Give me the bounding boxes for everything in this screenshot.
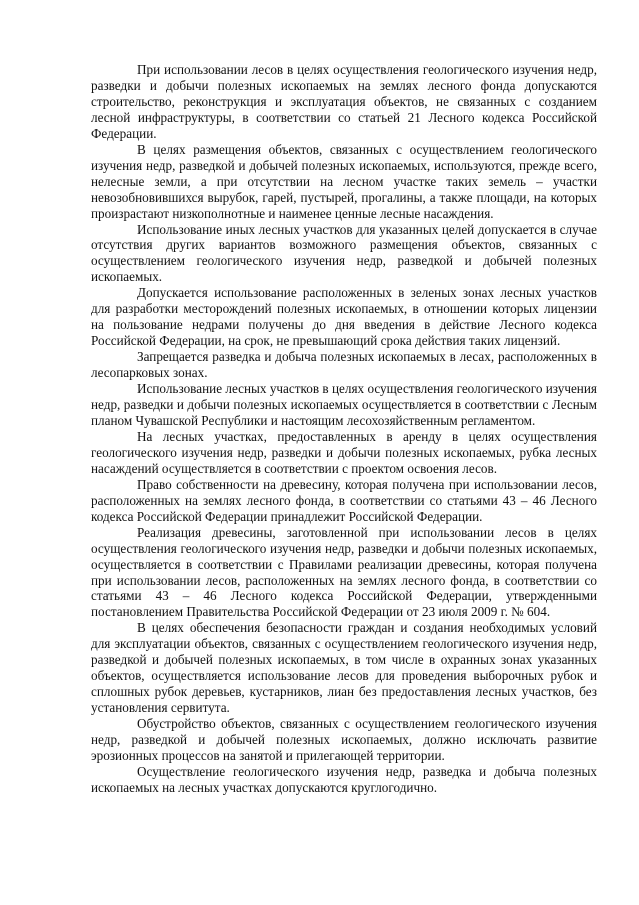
paragraph-9: Реализация древесины, заготовленной при использовании лесов в целях осуществления геологического изучения недр, разведки и добычи полезных ископаемых, осуществляется в соответствии с Правилами реализации древесины, которая получена при использовании лесов, расположенных на землях лесного фонда, в соответствии со статьями 43 – 46 Лесного кодекса Российской Федерации, утвержденными постановлением Правительства Российской Федерации от 23 июля 2009 г. № 604. [91,524,597,620]
paragraph-5: Запрещается разведка и добыча полезных ископаемых в лесах, расположенных в лесопарковых зонах. [91,349,597,381]
paragraph-12: Осуществление геологического изучения недр, разведка и добыча полезных ископаемых на лесных участках допускаются круглогодично. [91,763,597,795]
paragraph-8: Право собственности на древесину, которая получена при использовании лесов, расположенных на землях лесного фонда, в соответствии со статьями 43 – 46 Лесного кодекса Российской Федерации принадлежит Российской Федерации. [91,476,597,524]
document-page [91,62,597,796]
paragraph-11: Обустройство объектов, связанных с осуществлением геологического изучения недр, разведкой и добычей полезных ископаемых, должно исключать развитие эрозионных процессов на занятой и прилегающей территории. [91,716,597,763]
paragraph-4: Допускается использование расположенных в зеленых зонах лесных участков для разработки месторождений полезных ископаемых, в отношении которых лицензии на пользование недрами получены до дня введения в действие Лесного кодекса Российской Федерации, на срок, не превышающий срока действия таких лицензий. [91,285,597,349]
paragraph-6: Использование лесных участков в целях осуществления геологического изучения недр, разведки и добычи полезных ископаемых осуществляется в соответствии с Лесным планом Чувашской Республики и настоящим лесохозяйственным регламентом. [91,381,597,428]
paragraph-1: При использовании лесов в целях осуществления геологического изучения недр, разведки и добычи полезных ископаемых на землях лесного фонда допускаются строительство, реконструкция и эксплуатация объектов, не связанных с созданием лесной инфраструктуры, в соответствии со статьей 21 Лесного кодекса Российской Федерации. [91,62,597,141]
paragraph-2: В целях размещения объектов, связанных с осуществлением геологического изучения недр, разведкой и добычей полезных ископаемых, используются, прежде всего, нелесные земли, а при отсутствии на лесном участке таких земель – участки невозобновившихся вырубок, гарей, пустырей, прогалины, а также площади, на которых произрастают низкополнотные и наименее ценные лесные насаждения. [91,141,597,221]
paragraph-7: На лесных участках, предоставленных в аренду в целях осуществления геологического изучения недр, разведки и добычи полезных ископаемых, рубка лесных насаждений осуществляется в соответствии с проектом освоения лесов. [91,428,597,476]
paragraph-10: В целях обеспечения безопасности граждан и создания необходимых условий для эксплуатации объектов, связанных с осуществлением геологического изучения недр, разведкой и добычей полезных ископаемых, в том числе в охранных зонах указанных объектов, осуществляется использование лесов для проведения выборочных рубок и сплошных рубок деревьев, кустарников, лиан без предоставления лесных участков, без установления сервитута. [91,620,597,716]
paragraph-3: Использование иных лесных участков для указанных целей допускается в случае отсутствия других вариантов возможного размещения объектов, связанных с осуществлением геологического изучения недр, разведкой и добычей полезных ископаемых. [91,221,597,285]
